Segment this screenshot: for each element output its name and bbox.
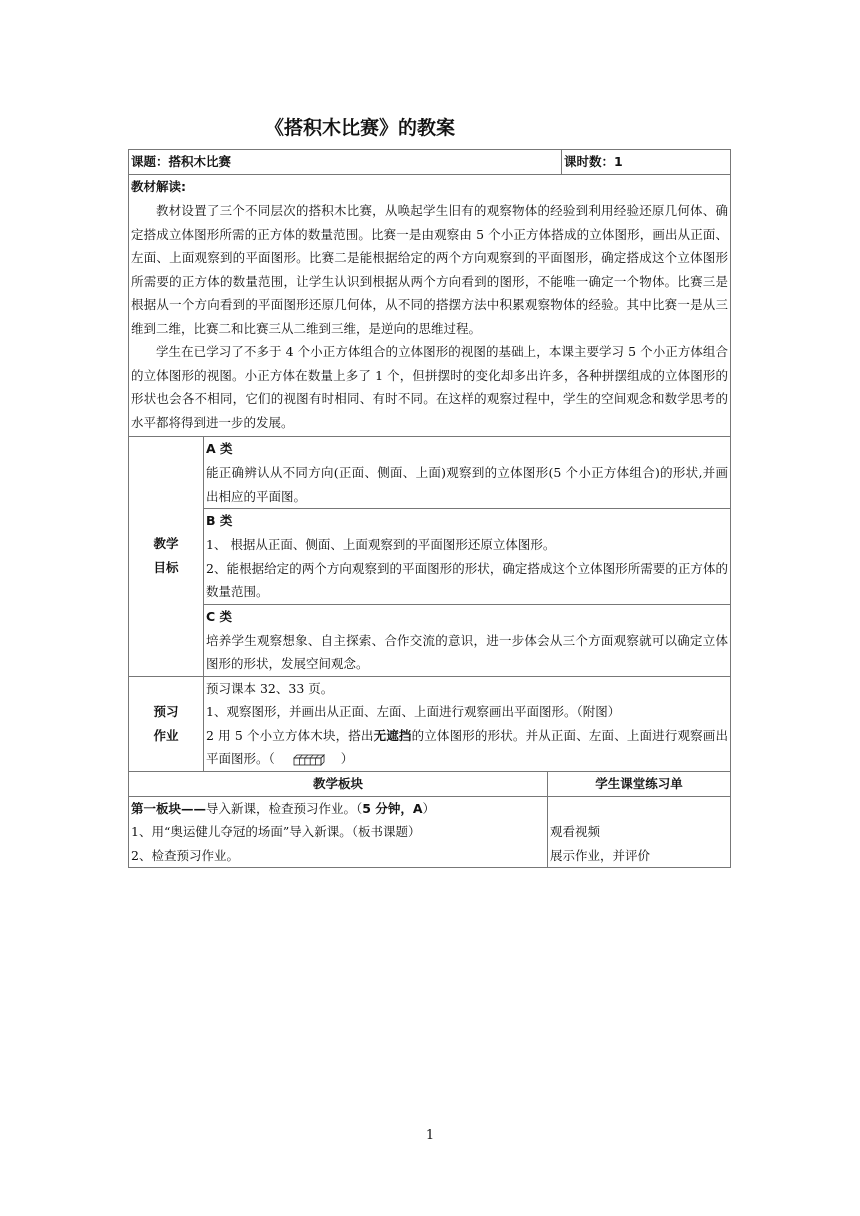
- first-block-description: 导入新课，检查预习作业。（: [206, 800, 363, 816]
- goal-b-section: [204, 508, 730, 604]
- page-number: 1: [425, 1128, 435, 1143]
- first-block-title: 第一板块——: [131, 800, 207, 816]
- goal-b-title: B 类: [206, 513, 233, 528]
- preview-line-3-start: 2 用 5 个小立方体木块，搭出: [206, 727, 374, 743]
- goal-b-item-1: 1、 根据从正面、侧面、上面观察到的平面图形还原立体图形。: [206, 537, 556, 552]
- preview-line-3-end: ）: [340, 751, 354, 766]
- teaching-goals-label: [129, 437, 203, 676]
- goal-c-text: 培养学生观察想象、自主探索、合作交流的意识，进一步体会从三个方面观察就可以确定立体图形的形状，发展空间观念。: [206, 632, 728, 671]
- goal-c-title: C 类: [206, 608, 233, 624]
- preview-label-line-1: 预习: [153, 703, 179, 719]
- lesson-plan-table: [128, 149, 731, 868]
- preview-homework-row: [129, 676, 730, 771]
- material-reading-row: [129, 174, 730, 436]
- material-reading-paragraph-2: 学生在已学习了不多于 4 个小正方体组合的立体图形的视图的基础上，本课主要学习 5 个小正方体组合的立体图形的视图。小正方体在数量上多了 1 个，但拼摆时的变化却多出许多，各种拼摆组成的立体图形的形状也会各不相同，它们的视图有时相同、有时不同。在这样的观察过程中，学生的空间观念和数学思考的水平都将得到进一步的发展。: [131, 344, 728, 430]
- goal-a-section: [204, 437, 730, 508]
- first-block-title-line: [131, 797, 545, 821]
- goal-a-text: 能正确辨认从不同方向(正面、侧面、上面)观察到的立体图形(5 个小正方体组合)的形状,并画出相应的平面图。: [206, 465, 728, 504]
- practice-item-2: 展示作业，并评价: [550, 847, 651, 863]
- practice-item-1: 观看视频: [550, 824, 601, 839]
- preview-line-2: 1、观察图形，并画出从正面、左面、上面进行观察画出平面图形。（附图）: [206, 704, 621, 719]
- preview-homework-label: [129, 677, 203, 771]
- first-block-item-2: 2、检查预习作业。: [131, 847, 239, 863]
- preview-line-3-middle: 的立体图形的形状。并从正面、左面、上面进行观察画出平面图形。（: [206, 727, 728, 766]
- goal-c-section: [204, 604, 730, 676]
- teaching-goals-row: [129, 436, 730, 676]
- topic-row: [129, 150, 730, 174]
- first-block-close: ）: [422, 800, 436, 816]
- goals-label-line-1: 教学: [153, 536, 179, 552]
- topic-cell: 课题：搭积木比赛: [131, 154, 232, 169]
- document-title: 《搭积木比赛》的教案: [264, 117, 455, 139]
- first-block-row: [129, 796, 730, 868]
- first-block-item-1: 1、用“奥运健儿夺冠的场面”导入新课。（板书课题）: [131, 824, 421, 839]
- preview-label-line-2: 作业: [153, 727, 179, 743]
- practice-sheet-header: 学生课堂练习单: [547, 772, 730, 796]
- cube-row-icon: [293, 754, 325, 766]
- material-reading-paragraph-1: 教材设置了三个不同层次的搭积木比赛，从唤起学生旧有的观察物体的经验到利用经验还原几何体、确定搭成立体图形所需的正方体的数量范围。比赛一是由观察由 5 个小正方体搭成的立体图形，画出从正面、左面、上面观察到的平面图形。比赛二是能根据给定的两个方向观察到的平面图形，确定搭成这个立体图形所需要的正方体的数量范围，让学生认识到根据从两个方向看到的图形，不能唯一确定一个物体。比赛三是根据从一个方向看到的平面图形还原几何体，从不同的搭摆方法中积累观察物体的经验。其中比赛一是从三维到二维，比赛二和比赛三从二维到三维，是逆向的思维过程。: [131, 203, 728, 336]
- goal-b-item-2: 2、能根据给定的两个方向观察到的平面图形的形状，确定搭成这个立体图形所需要的正方体的数量范围。: [206, 560, 728, 599]
- sections-header-row: [129, 771, 730, 796]
- material-reading-heading: 教材解读:: [131, 179, 186, 194]
- goals-label-line-2: 目标: [153, 560, 179, 576]
- teaching-blocks-header: 教学板块: [312, 775, 363, 791]
- first-block-time: 5 分钟，A: [362, 800, 423, 816]
- goal-a-title: A 类: [206, 441, 233, 456]
- preview-line-3-emphasis: 无遮挡: [373, 727, 412, 743]
- preview-line-1: 预习课本 32、33 页。: [206, 680, 334, 696]
- periods-cell: 课时数：1: [561, 150, 730, 174]
- preview-line-3: [206, 724, 728, 771]
